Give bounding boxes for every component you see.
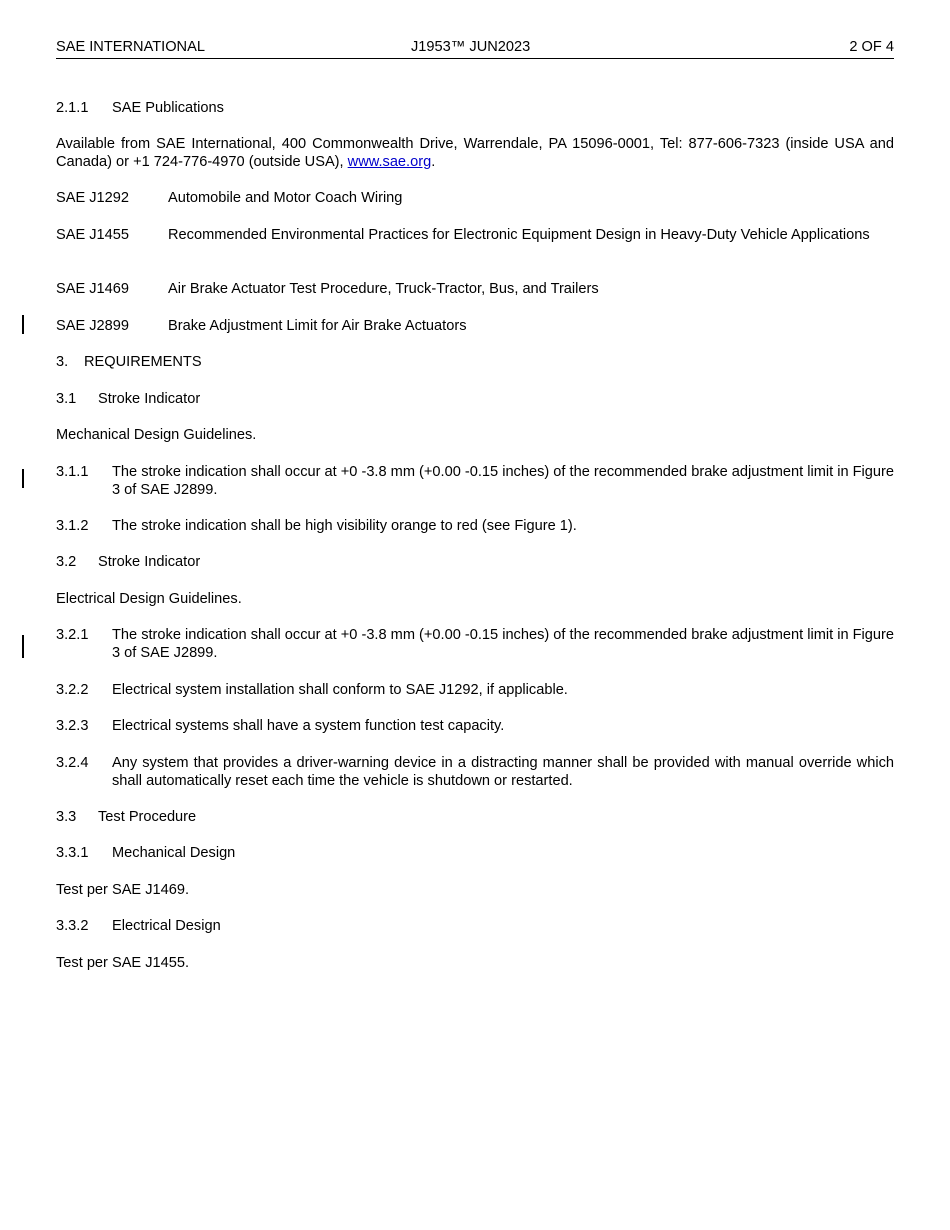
section-3-2-heading: 3.2 Stroke Indicator: [56, 554, 201, 570]
section-2-1-1-heading: 2.1.1 SAE Publications: [56, 100, 224, 116]
change-bar: [22, 635, 24, 658]
section-3-2-2: 3.2.2 Electrical system installation shall conform to SAE J1292, if applicable.: [56, 682, 568, 698]
section-3-1-1: 3.1.1 The stroke indication shall occur at +0 -3.8 mm (+0.00 -0.15 inches) of the recommended brake adjustment limit in Figure 3 of SAE J2899.: [56, 464, 894, 498]
mechanical-guidelines-text: Mechanical Design Guidelines.: [56, 427, 257, 443]
reference-item: SAE J1292 Automobile and Motor Coach Wiring: [56, 190, 403, 206]
reference-item: SAE J1469 Air Brake Actuator Test Procedure, Truck-Tractor, Bus, and Trailers: [56, 281, 599, 297]
header-doc-id: J1953™ JUN2023: [411, 39, 531, 55]
section-3-3-1-heading: 3.3.1 Mechanical Design: [56, 845, 236, 861]
test-electrical-text: Test per SAE J1455.: [56, 955, 190, 971]
page-header: [56, 38, 894, 59]
header-org: SAE INTERNATIONAL: [56, 39, 205, 55]
sae-website-link[interactable]: www.sae.org: [347, 154, 432, 170]
section-3-heading: 3. REQUIREMENTS: [56, 354, 202, 370]
electrical-guidelines-text: Electrical Design Guidelines.: [56, 591, 242, 607]
header-page-number: 2 OF 4: [849, 39, 894, 55]
section-3-3-2-heading: 3.3.2 Electrical Design: [56, 918, 221, 934]
section-3-2-4: 3.2.4 Any system that provides a driver-warning device in a distracting manner shall be provided with manual override which shall automatically reset each time the vehicle is shutdown or restarted.: [56, 755, 894, 789]
test-mechanical-text: Test per SAE J1469.: [56, 882, 190, 898]
section-3-2-3: 3.2.3 Electrical systems shall have a system function test capacity.: [56, 718, 505, 734]
section-3-1-heading: 3.1 Stroke Indicator: [56, 391, 201, 407]
section-3-2-1: 3.2.1 The stroke indication shall occur at +0 -3.8 mm (+0.00 -0.15 inches) of the recommended brake adjustment limit in Figure 3 of SAE J2899.: [56, 627, 894, 661]
section-3-1-2: 3.1.2 The stroke indication shall be high visibility orange to red (see Figure 1).: [56, 518, 577, 534]
section-3-3-heading: 3.3 Test Procedure: [56, 809, 197, 825]
reference-item: SAE J2899 Brake Adjustment Limit for Air Brake Actuators: [56, 318, 467, 334]
change-bar: [22, 315, 24, 334]
availability-paragraph: Available from SAE International, 400 Commonwealth Drive, Warrendale, PA 15096-0001, Tel: 877-606-7323 (inside USA and Canada) or +1 724-776-4970 (outside USA), www.sae.org.: [56, 136, 894, 170]
reference-item: SAE J1455 Recommended Environmental Practices for Electronic Equipment Design in Heavy-Duty Vehicle Applications: [56, 227, 870, 243]
change-bar: [22, 469, 24, 488]
